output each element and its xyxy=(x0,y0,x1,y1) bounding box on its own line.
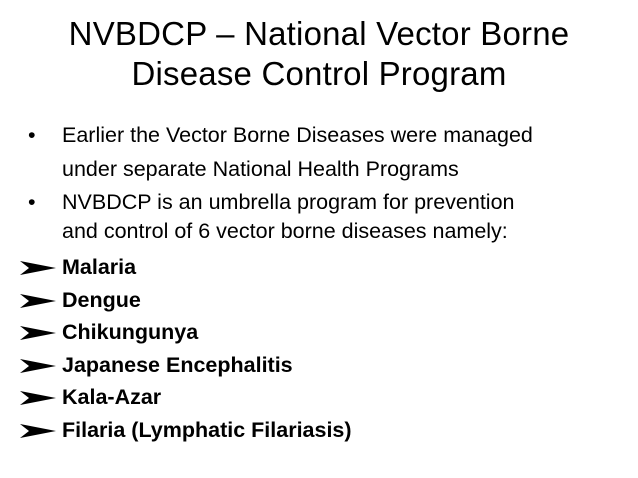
arrow-bullet-icon xyxy=(20,261,56,275)
disease-label: Kala-Azar xyxy=(62,385,162,409)
slide-title xyxy=(0,14,638,94)
disease-item xyxy=(0,251,638,284)
disease-label: Filaria (Lymphatic Filariasis) xyxy=(62,417,352,442)
disease-item xyxy=(0,316,638,349)
arrow-bullet-icon xyxy=(20,359,56,373)
bullet-line: Earlier the Vector Borne Diseases were managed xyxy=(62,123,533,147)
bullet-text xyxy=(62,118,638,186)
bullet-item xyxy=(0,188,638,246)
title-line: NVBDCP – National Vector Borne xyxy=(68,15,570,52)
bullet-list xyxy=(0,118,638,246)
bullet-dot-icon: • xyxy=(28,123,36,147)
arrow-bullet-icon xyxy=(20,294,56,308)
arrow-bullet-icon xyxy=(20,424,56,438)
disease-label: Japanese Encephalitis xyxy=(62,352,293,377)
disease-list xyxy=(0,251,638,446)
disease-item xyxy=(0,349,638,382)
bullet-text xyxy=(62,188,638,246)
disease-label: Dengue xyxy=(62,287,141,312)
arrow-bullet-icon xyxy=(20,391,56,405)
arrow-bullet-icon xyxy=(20,326,56,340)
bullet-item xyxy=(0,118,638,186)
disease-item xyxy=(0,414,638,447)
disease-item xyxy=(0,381,638,414)
disease-label: Chikungunya xyxy=(62,320,199,344)
bullet-line: and control of 6 vector borne diseases namely: xyxy=(62,219,508,243)
title-line: Disease Control Program xyxy=(131,55,507,92)
bullet-dot-icon: • xyxy=(28,190,36,214)
bullet-line: under separate National Health Programs xyxy=(62,157,459,181)
disease-item xyxy=(0,284,638,317)
disease-label: Malaria xyxy=(62,255,137,279)
bullet-line: NVBDCP is an umbrella program for prevention xyxy=(62,190,515,214)
